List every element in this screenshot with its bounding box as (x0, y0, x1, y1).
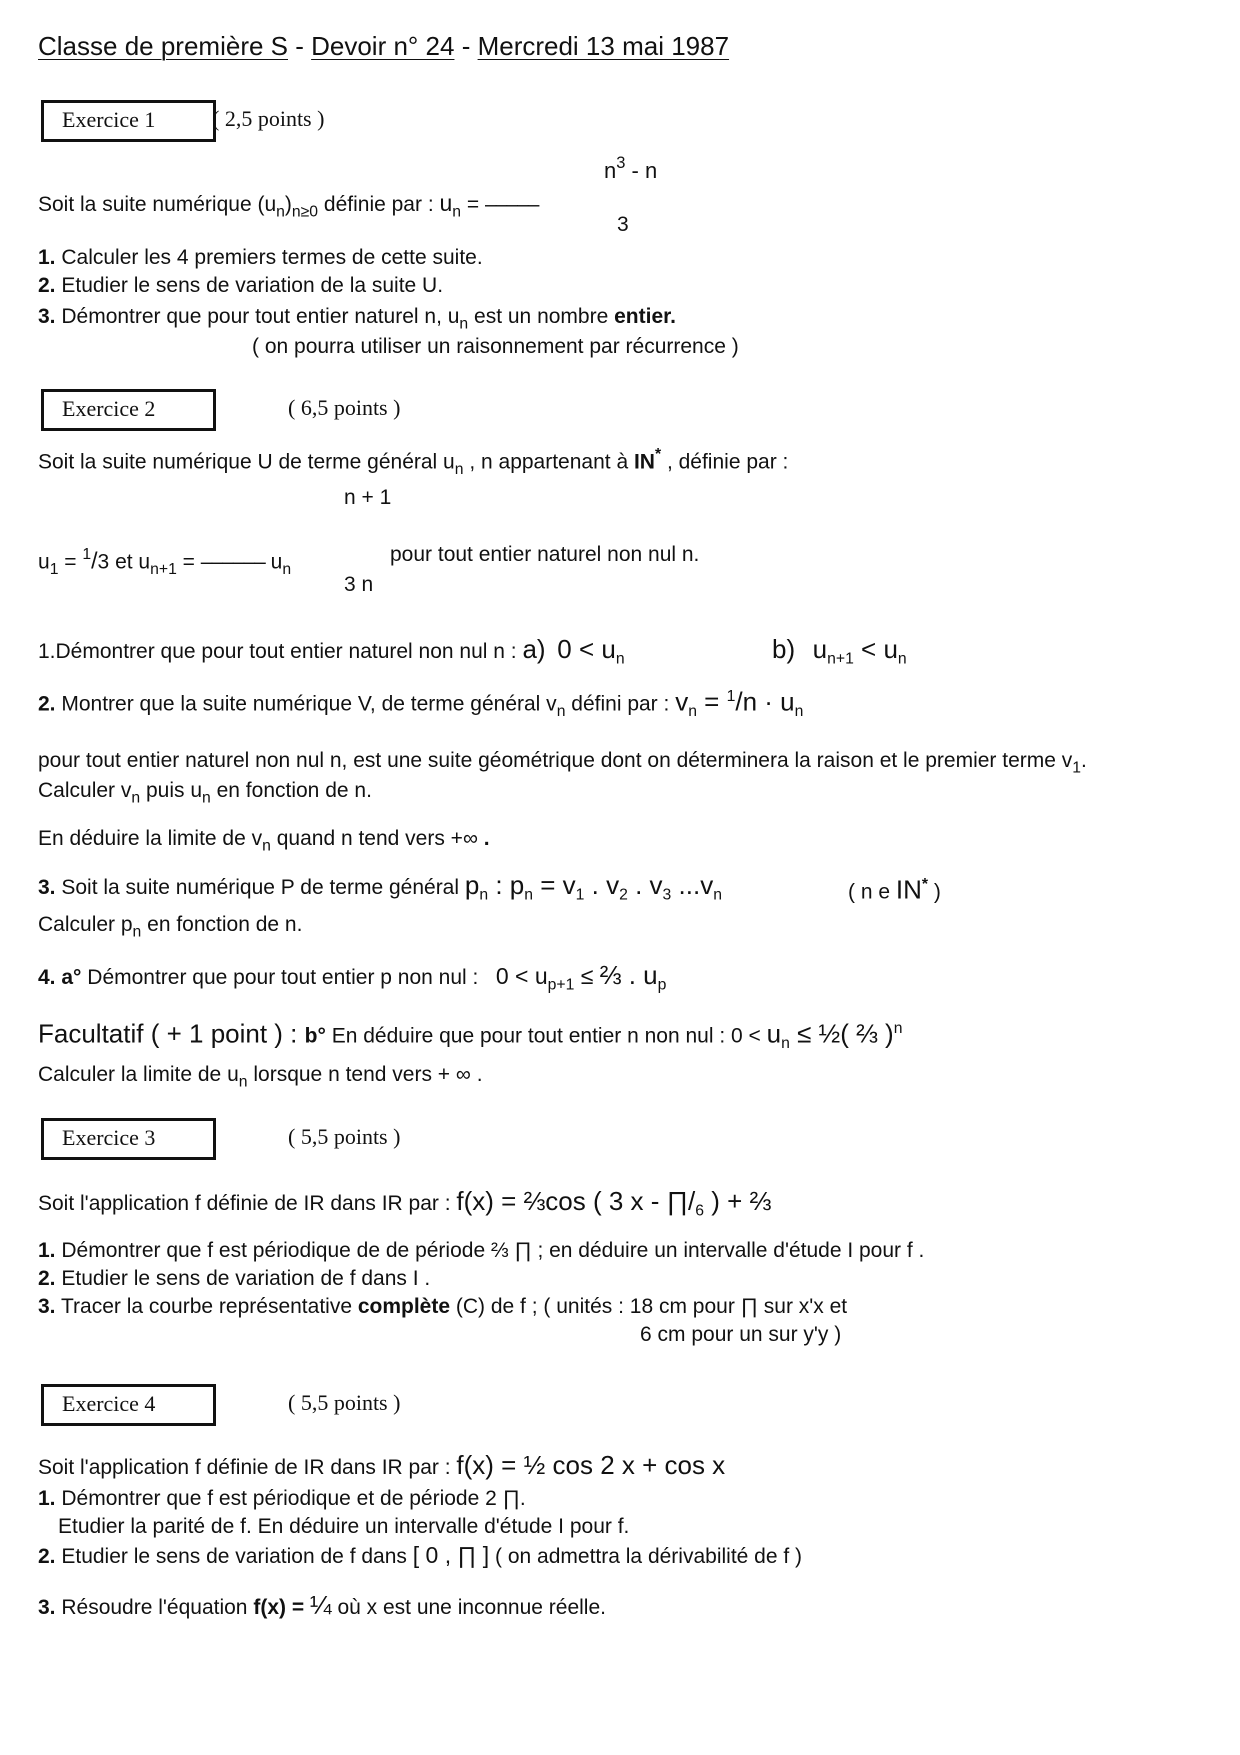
ex4-question-3: 3. Résoudre l'équation f(x) = ¼ où x est une inconnue réelle. (38, 1590, 606, 1620)
ex1-intro: Soit la suite numérique $(u_n)_{n\ge 0}$ définie par : $u_n$ = ––––– (38, 190, 539, 221)
ex4-question-2: 2. Etudier le sens de variation de f dans [ 0 , ∏ ] ( on admettra la dérivabilité de f ) (38, 1542, 803, 1568)
ex2-question-1b: b) $u_{n+1} < u_n$ (772, 634, 907, 668)
ex2-question-2: 2. Montrer que la suite numérique V, de terme général $v_n$ défini par : $v_n = ^1/n \cdot u_n$ (38, 686, 804, 720)
header-devoir: Devoir n° 24 (311, 31, 455, 61)
ex2-question-4: 4. a° Démontrer que pour tout entier p non nul : $0 < u_{p+1}$ ≤ ⅔ . $u_p$ (38, 960, 667, 994)
ex2-definition-tail: pour tout entier naturel non nul n. (390, 543, 700, 566)
exercise-3-points: ( 5,5 points ) (288, 1124, 401, 1149)
ex1-question-2: 2. Etudier le sens de variation de la suite U. (38, 274, 444, 297)
ex2-limit: Calculer la limite de $u_n$ lorsque n tend vers + ∞ . (38, 1063, 483, 1091)
exercise-2-title: Exercice 2 (41, 389, 216, 431)
ex1-fraction-denominator: 3 (617, 213, 629, 236)
ex3-question-3: 3. Tracer la courbe représentative complète (C) de f ; ( unités : 18 cm pour ∏ sur x'x et (38, 1295, 848, 1318)
ex2-paragraph-2: Calculer $v_n$ puis $u_n$ en fonction de n. (38, 779, 372, 807)
ex2-question-3: 3. Soit la suite numérique P de terme général $p_n$ : $p_n = v_1$ . $v_2$ . $v_3$ $...v_n$ (38, 870, 722, 904)
ex2-paragraph-3: En déduire la limite de $v_n$ quand n tend vers +∞ . (38, 827, 490, 855)
exercise-2-points: ( 6,5 points ) (288, 395, 401, 420)
ex2-paragraph-1: pour tout entier naturel non nul n, est une suite géométrique dont on déterminera la raison et le premier terme $v_1$. (38, 749, 1087, 777)
exercise-4-points: ( 5,5 points ) (288, 1390, 401, 1415)
ex2-fraction-denominator: 3 n (344, 573, 374, 596)
exercise-3-title: Exercice 3 (41, 1118, 216, 1160)
exercise-4-title: Exercice 4 (41, 1384, 216, 1426)
ex2-question-3-domain: ( n e IN* ) (848, 874, 941, 905)
exercise-1-title: Exercice 1 (41, 100, 216, 142)
ex1-hint: ( on pourra utiliser un raisonnement par récurrence ) (252, 335, 739, 358)
header-class: Classe de première S (38, 31, 288, 61)
ex3-question-2: 2. Etudier le sens de variation de f dans I . (38, 1267, 431, 1290)
ex2-question-3-calc: Calculer $p_n$ en fonction de n. (38, 913, 303, 941)
header-date: Mercredi 13 mai 1987 (477, 31, 730, 61)
ex2-question-1: 1.Démontrer que pour tout entier naturel non nul n : a) $0 < u_n$ (38, 634, 625, 668)
ex1-fraction-numerator: $n^3$ - n (604, 154, 658, 183)
ex3-question-1: 1. Démontrer que f est périodique de de période ⅔ ∏ ; en déduire un intervalle d'étude I pour f . (38, 1239, 925, 1262)
ex3-question-3-units: 6 cm pour un sur y'y ) (640, 1323, 842, 1346)
ex3-intro: Soit l'application f définie de IR dans IR par : f(x) = ⅔cos ( 3 x - $\prod/_6$ ) + ⅔ (38, 1186, 772, 1220)
ex2-definition: $u_1 = ^1/3$ et $u_{n+1}$ = –––––– $u_n$ (38, 546, 292, 578)
page-header: Classe de première S - Devoir n° 24 - Mercredi 13 mai 1987 (38, 31, 730, 61)
ex4-intro: Soit l'application f définie de IR dans IR par : f(x) = ½ cos 2 x + cos x (38, 1450, 726, 1480)
ex4-question-1b: Etudier la parité de f. En déduire un intervalle d'étude I pour f. (58, 1515, 630, 1538)
ex1-question-1: 1. Calculer les 4 premiers termes de cette suite. (38, 246, 483, 269)
ex2-fraction-numerator: n + 1 (344, 486, 392, 509)
ex2-intro: Soit la suite numérique U de terme général $u_n$ , n appartenant à IN* , définie par : (38, 446, 789, 478)
ex1-question-3: 3. Démontrer que pour tout entier naturel n, $u_n$ est un nombre entier. (38, 305, 676, 333)
exercise-1-points: ( 2,5 points ) (212, 106, 325, 131)
ex2-optional: Facultatif ( + 1 point ) : b° En déduire que pour tout entier n non nul : $0 < u_n$ ≤ ½( ⅔ )$^n$ (38, 1018, 903, 1052)
ex4-question-1: 1. Démontrer que f est périodique et de période 2 ∏. (38, 1487, 526, 1510)
